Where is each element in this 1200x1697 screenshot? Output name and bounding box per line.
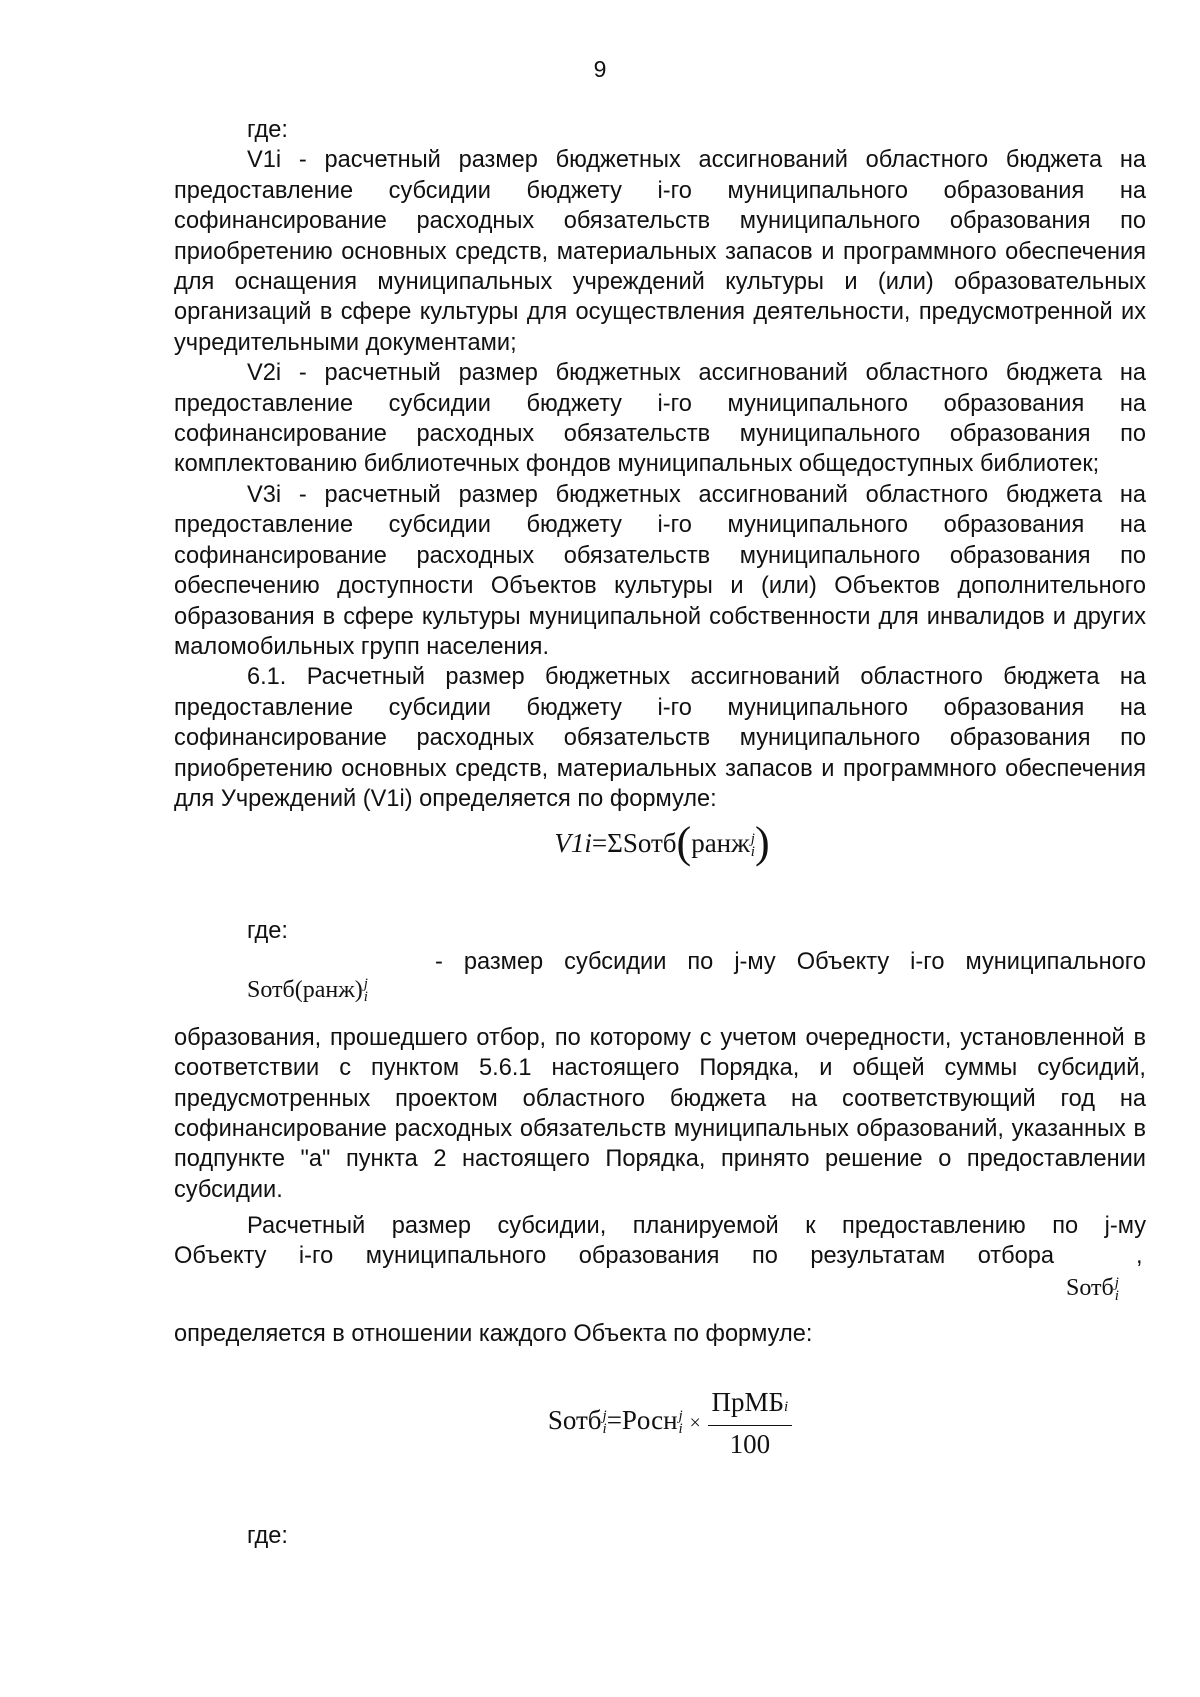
raschet-line2: Объекту i-го муниципального образования по результатам отбора [174,1243,1054,1270]
formula-sotb-numerator [708,1387,793,1425]
raschet-sotb-sub: i [1114,1287,1119,1304]
sotb-symbol [247,975,368,1005]
formula-v1i-lhs: V1i [554,828,592,859]
sotb-definition [174,947,1146,1023]
formula-v1i-arg: ранж [691,828,750,859]
paragraph-v2i: V2i - расчетный размер бюджетных ассигнований областного бюджета на предоставление субсидии бюджету i-го муниципального образования на софинансирование расходных обязательств муниципального образования по комплектованию библиотечных фондов муниципальных общедоступных библиотек; [174,360,1146,478]
raschet-line1: Расчетный размер субсидии, планируемой к предоставлению по j-му [247,1213,1146,1240]
raschet-line3: определяется в отношении каждого Объекта по формуле: [174,1321,813,1348]
formula-v1i-sup: j [750,831,755,848]
paragraph-v1i: V1i - расчетный размер бюджетных ассигнований областного бюджета на предоставление субсидии бюджету i-го муниципального образования на софинансирование расходных обязательств муниципального образования по приобретению основных средств, материальных запасов и программного обеспечения для оснащения муниципальных учреждений культуры и (или) образовательных организаций в сфере культуры для осуществления деятельности, предусмотренной их учредительными документами; [174,147,1146,356]
formula-sotb-lhs: Sотб [547,1405,602,1436]
formula-sotb-num-sub: i [784,1399,789,1416]
formula-sotb-lhs-sub: i [602,1421,607,1438]
gde-label-2: где: [247,918,288,945]
sotb-symbol-indices [364,978,368,1004]
formula-v1i [174,818,1146,894]
sotb-definition-line1: - размер субсидии по j-му Объекту i-го муниципального [435,948,1146,975]
formula-v1i-eq: =ΣSотб [591,828,677,859]
paragraph-v3i: V3i - расчетный размер бюджетных ассигнований областного бюджета на предоставление субсидии бюджету i-го муниципального образования на софинансирование расходных обязательств муниципального образования по обеспечению доступности Объектов культуры и (или) Объектов дополнительного образования в сфере культуры муниципальной собственности для инвалидов и других маломобильных групп населения. [174,481,1146,660]
paragraph-6-1: 6.1. Расчетный размер бюджетных ассигнований областного бюджета на предоставление субсидии бюджету i-го муниципального образования на софинансирование расходных обязательств муниципального образования по приобретению основных средств, материальных запасов и программного обеспечения для Учреждений (V1i) определяется по формуле: [174,664,1146,812]
left-paren: ( [676,818,692,868]
formula-sotb-lhs-sup: j [602,1408,607,1425]
formula-sotb-denominator: 100 [729,1428,771,1459]
formula-sotb-times: × [689,1412,701,1435]
page-number: 9 [593,56,607,82]
document-body [174,115,1146,1552]
formula-sotb [174,1387,1146,1477]
formula-sotb-num-text: ПрМБ [711,1387,785,1418]
formula-sotb-rhs-sub: i [678,1421,683,1438]
formula-sotb-eq: =Pосн [606,1405,678,1436]
raschet-sotb-text: Sотб [1066,1275,1114,1302]
raschet-comma: , [1136,1243,1143,1270]
gde-label-3: где: [247,1523,288,1550]
sotb-symbol-text: Sотб(ранж) [247,976,363,1003]
formula-v1i-sub: i [750,844,755,861]
sotb-sup: j [363,976,368,993]
paragraph-raschet [174,1211,1146,1348]
formula-sotb-rhs-sup: j [678,1408,683,1425]
gde-label-1: где: [247,117,288,143]
formula-sotb-rhs-indices [679,1410,683,1436]
sotb-definition-rest: образования, прошедшего отбор, по которому с учетом очередности, установленной в соответствии с пунктом 5.6.1 настоящего Порядка, и общей суммы субсидий, предусмотренных проектом областного бюджета на соответствующий год на софинансирование расходных обязательств муниципальных образований, указанных в подпункте "а" пункта 2 настоящего Порядка, принято решение о предоставлении субсидии. [174,1024,1146,1203]
sotb-sub: i [363,989,368,1006]
raschet-sotb-sup: j [1114,1274,1119,1291]
formula-sotb-fraction [708,1387,793,1459]
raschet-sotb-symbol [1066,1273,1119,1303]
right-paren: ) [754,818,770,868]
raschet-sotb-indices [1114,1274,1119,1304]
